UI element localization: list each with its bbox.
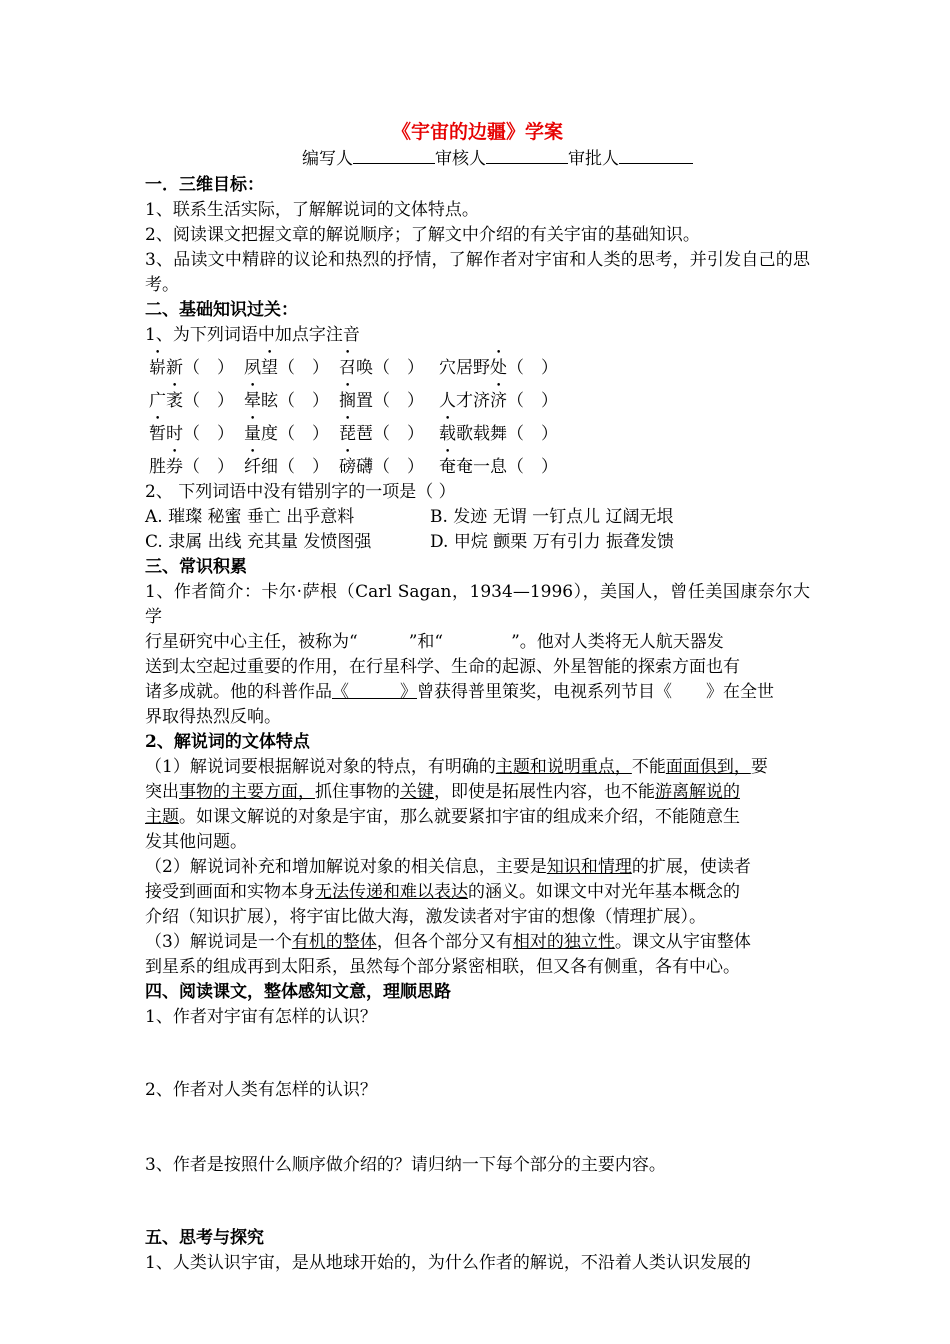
section-1-heading: 一．三维目标： [145, 175, 264, 195]
dotted-character: 琵 [339, 424, 356, 444]
word-part: 置（ ） [356, 391, 424, 411]
option-b: B. 发迹 无谓 一钉点儿 辽阔无垠 [430, 507, 674, 527]
text: ，但各个部分又有 [376, 932, 513, 952]
dotted-character: 崭 [149, 358, 166, 378]
dotted-character: 召 [339, 358, 356, 378]
underlined-text: 主题和说明重点， [495, 757, 632, 777]
word-part: （ ） [183, 391, 234, 411]
answer-space [145, 1178, 810, 1226]
word-part: 夙 [244, 358, 261, 378]
objective-3: 3、品读文中精辟的议论和热烈的抒情，了解作者对宇宙和人类的思考，并引发自己的思考。 [145, 250, 810, 295]
dotted-character: 晕 [244, 391, 261, 411]
option-d: D. 甲烷 颤栗 万有引力 振聋发馈 [430, 532, 675, 552]
dotted-character: 暂 [149, 424, 166, 444]
para-line: 介绍（知识扩展），将宇宙比做大海，激发读者对宇宙的想像（情理扩展）。 [145, 907, 706, 927]
pinyin-word [339, 381, 439, 414]
para-line [145, 930, 810, 955]
pinyin-word [339, 348, 439, 381]
dotted-character: 奄 [439, 457, 456, 477]
objective-1: 1、联系生活实际，了解解说词的文体特点。 [145, 200, 479, 220]
reading-question-2: 2、作者对人类有怎样的认识？ [145, 1080, 377, 1100]
text: 不能 [631, 757, 666, 777]
underlined-text: 主题 [145, 807, 179, 827]
bio-line: 1、作者简介：卡尔·萨根（Carl Sagan，1934—1996），美国人，曾任美国康奈尔大学 [145, 582, 810, 627]
approver-blank [619, 146, 693, 164]
word-part: 新（ ） [166, 358, 234, 378]
word-part: 度（ ） [261, 424, 329, 444]
word-part: 胜 [149, 457, 166, 477]
word-part: 细（ ） [261, 457, 329, 477]
text: （2）解说词补充和增加解说对象的相关信息，主要是 [145, 857, 547, 877]
para-line [145, 805, 810, 830]
pinyin-word [149, 414, 244, 447]
section-4-heading: 四、阅读课文，整体感知文意，理顺思路 [145, 982, 451, 1002]
pinyin-word [244, 348, 339, 381]
dotted-character: 量 [244, 424, 261, 444]
bio-text: 诸多成就。他的科普作品 [145, 682, 332, 702]
pinyin-word [439, 348, 569, 381]
word-part: （ ） [507, 391, 558, 411]
dotted-character: 磅 [339, 457, 356, 477]
dotted-character: 袤 [166, 391, 183, 411]
dotted-character: 搁 [339, 391, 356, 411]
options-row-1 [145, 505, 810, 530]
reviewer-blank [486, 146, 568, 164]
section-5-heading: 五、思考与探究 [145, 1228, 264, 1248]
answer-space [145, 1030, 810, 1078]
word-part: 广 [149, 391, 166, 411]
para-line [145, 780, 810, 805]
underlined-text: 有机的整体 [291, 932, 377, 952]
section-2-heading: 二、基础知识过关： [145, 300, 298, 320]
objective-2: 2、阅读课文把握文章的解说顺序；了解文中介绍的有关宇宙的基础知识。 [145, 225, 700, 245]
document-title: 《宇宙的边疆》学案 [391, 121, 563, 143]
text: 抓住事物的 [315, 782, 400, 802]
writer-blank [353, 146, 435, 164]
bio-line: 送到太空起过重要的作用，在行星科学、生命的起源、外星智能的探索方面也有 [145, 657, 740, 677]
dotted-character: 载 [439, 424, 456, 444]
underlined-text: 游离解说的 [655, 782, 740, 802]
bio-line [145, 680, 810, 705]
dotted-character: 处 [490, 358, 507, 378]
underlined-text: 无法传递和难以表达 [315, 882, 468, 902]
para-line [145, 755, 810, 780]
pinyin-word [439, 381, 569, 414]
word-part: 眩（ ） [261, 391, 329, 411]
text: （1）解说词要根据解说对象的特点，有明确的 [145, 757, 496, 777]
pinyin-word [244, 447, 339, 480]
underlined-text: 关键 [400, 782, 434, 802]
word-part: （ ） [278, 358, 329, 378]
word-part: 琶（ ） [356, 424, 424, 444]
bio-text: 曾获得普里策奖，电视系列节目《 》在全世 [417, 682, 774, 702]
dotted-character: 纤 [244, 457, 261, 477]
option-c: C. 隶属 出线 充其量 发愤图强 [145, 532, 372, 552]
section-3-heading: 三、常识积累 [145, 557, 247, 577]
text: 。如课文解说的对象是宇宙，那么就要紧扣宇宙的组成来介绍，不能随意生 [179, 807, 740, 827]
feature-paragraph-3 [145, 930, 810, 980]
underlined-text: 知识和情理 [546, 857, 632, 877]
word-part: 穴居野 [439, 358, 490, 378]
typo-question: 2、 下列词语中没有错别字的一项是（ ） [145, 482, 456, 502]
dotted-character: 望 [261, 358, 278, 378]
word-part: 歌载舞（ ） [456, 424, 558, 444]
underlined-text: 相对的独立性 [512, 932, 615, 952]
pinyin-word [339, 447, 439, 480]
pinyin-word [439, 447, 569, 480]
para-line [145, 880, 810, 905]
text: ，即使是拓展性内容，也不能 [434, 782, 655, 802]
worksheet-page [145, 118, 810, 1276]
answer-space [145, 1103, 810, 1153]
doc-feature-subheading: 2、解说词的文体特点 [145, 732, 310, 752]
dotted-character: 济 [490, 391, 507, 411]
pinyin-word [339, 414, 439, 447]
para-line: 到星系的组成再到太阳系，虽然每个部分紧密相联，但又各有侧重，各有中心。 [145, 957, 740, 977]
text: 的扩展，使读者 [631, 857, 751, 877]
word-part: （ ） [183, 457, 234, 477]
pinyin-word [149, 381, 244, 414]
author-bio [145, 580, 810, 730]
bio-line: 界取得热烈反响。 [145, 707, 281, 727]
reading-question-1: 1、作者对宇宙有怎样的认识？ [145, 1007, 377, 1027]
text: 接受到画面和实物本身 [145, 882, 315, 902]
pinyin-word [149, 348, 244, 381]
pinyin-word [149, 447, 244, 480]
word-part: 时（ ） [166, 424, 234, 444]
word-part: 奄一息（ ） [456, 457, 558, 477]
pinyin-word [244, 381, 339, 414]
approver-label: 审批人 [568, 149, 619, 169]
options-row-2 [145, 530, 810, 555]
feature-paragraph-2 [145, 855, 810, 930]
underlined-text: 事物的主要方面， [179, 782, 315, 802]
text: （3）解说词是一个 [145, 932, 292, 952]
book-title-blank: 《 》 [332, 682, 417, 702]
feature-paragraph-1 [145, 755, 810, 855]
reading-question-3: 3、作者是按照什么顺序做介绍的？请归纳一下每个部分的主要内容。 [145, 1155, 666, 1175]
text: 要 [750, 757, 768, 777]
word-part: （ ） [507, 358, 558, 378]
option-a: A. 璀璨 秘蜜 垂亡 出乎意料 [145, 507, 355, 527]
reviewer-label: 审核人 [435, 149, 486, 169]
text: 突出 [145, 782, 179, 802]
para-line [145, 855, 810, 880]
inquiry-question-1: 1、人类认识宇宙，是从地球开始的，为什么作者的解说，不沿着人类认识发展的 [145, 1253, 751, 1273]
underlined-text: 面面俱到， [665, 757, 751, 777]
authors-line [145, 146, 810, 171]
para-line: 发其他问题。 [145, 832, 247, 852]
bio-line: 行星研究中心主任，被称为“ ”和“ ”。他对人类将无人航天器发 [145, 632, 724, 652]
pinyin-word-grid [145, 348, 810, 480]
pinyin-question: 1、为下列词语中加点字注音 [145, 325, 360, 345]
word-part: 唤（ ） [356, 358, 424, 378]
word-part: 人才济 [439, 391, 490, 411]
writer-label: 编写人 [302, 149, 353, 169]
dotted-character: 券 [166, 457, 183, 477]
pinyin-word [244, 414, 339, 447]
pinyin-word [439, 414, 569, 447]
text: 。课文从宇宙整体 [614, 932, 751, 952]
text: 的涵义。如课文中对光年基本概念的 [468, 882, 740, 902]
word-part: 礴（ ） [356, 457, 424, 477]
